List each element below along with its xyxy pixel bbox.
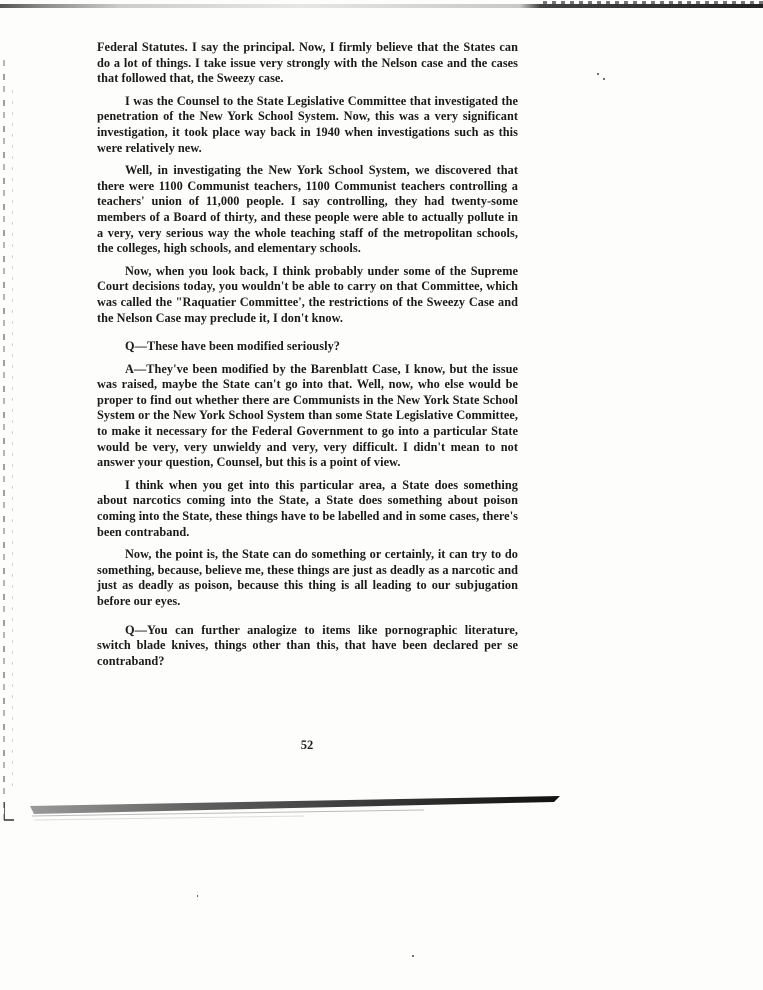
paragraph-continuation: Federal Statutes. I say the principal. Now, I firmly believe that the States can do a lot of things. I take issue very strongly with the Nelson case and the cases that followed that, the Sweezy case. (97, 40, 518, 86)
question-paragraph: Q—These have been modified seriously? (125, 339, 340, 354)
question-paragraph: Q—You can further analogize to items like pornographic literature, switch blade knives, things other than this, that have been declared per se contraband? (97, 622, 518, 668)
scan-speck (197, 895, 198, 897)
page-number: 52 (300, 738, 314, 752)
paragraph: Now, the point is, the State can do something or certainly, it can try to do something, because, believe me, these things are just as deadly as a narcotic and just as deadly as poison, because this thing is all leading to our subjugation before our eyes. (97, 547, 518, 608)
scan-artifact-binding-edge-inner (12, 90, 13, 790)
scan-artifact-binding-edge (3, 60, 5, 820)
paragraph: Well, in investigating the New York School System, we discovered that there were 1100 Communist teachers, 1100 Communist teachers controlling a teachers' union of 11,000 people. I say controlling, they had twenty-some members of a Board of thirty, and these people were able to actually pollute in a very, very serious way the whole teaching staff of the metropolitan schools, the colleges, high schools, and elementary schools. (97, 163, 518, 256)
scan-artifact-top-rule (0, 4, 763, 8)
paragraph: I think when you get into this particular area, a State does something about narcotics coming into the State, a State does something about poison coming into the State, these things have to be labelled and in some cases, there's been contraband. (97, 477, 518, 539)
answer-paragraph: A—They've been modified by the Barenblatt Case, I know, but the issue was raised, maybe the State can't go into that. Well, now, who else would be proper to find out whether there are Communists in the New York State School System or the New York School System than some State Legislative Committee, to make it necessary for the Federal Government to go into a particular State would be very, very unwieldy and very, very difficult. I didn't mean to not answer your question, Counsel, but this is a point of view. (97, 361, 518, 470)
transcript-body (97, 40, 518, 676)
paragraph: I was the Counsel to the State Legislative Committee that investigated the penetration of the New York School System. Now, this was a very significant investigation, it took place way back in 1940 when investigations such as this were relatively new. (97, 93, 518, 155)
scan-artifact-bottom-rule (4, 796, 560, 826)
scan-speck (597, 73, 599, 75)
paragraph: Now, when you look back, I think probably under some of the Supreme Court decisions today, you wouldn't be able to carry on that Committee, which was called the "Raquatier Committee', the restrictions of the Sweezy Case and the Nelson Case may preclude it, I don't know. (97, 263, 518, 325)
scan-speck (412, 955, 414, 957)
scan-speck (603, 78, 605, 80)
